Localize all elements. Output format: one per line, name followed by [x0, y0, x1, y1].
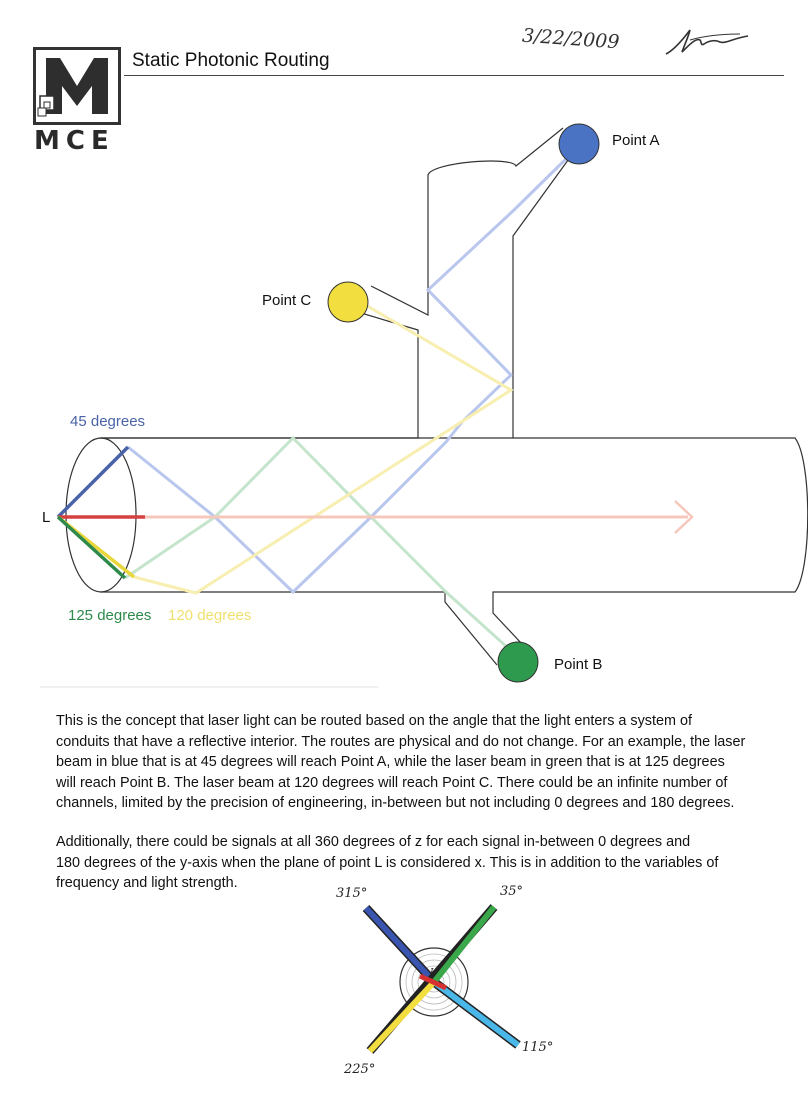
- point-a-label: Point A: [612, 132, 660, 149]
- beam-green: [58, 517, 125, 578]
- beam-path-yellow: [134, 300, 511, 593]
- point-b-label: Point B: [554, 656, 603, 673]
- source-label: L: [42, 509, 51, 526]
- source-beams: [58, 447, 145, 578]
- point-b-dot: [498, 642, 538, 682]
- text-line: beam in blue that is at 45 degrees will reach Point A, while the laser beam in green that is at 125 degrees: [56, 754, 725, 770]
- angle-label-315: 315°: [336, 886, 368, 901]
- arm-35: [434, 907, 494, 982]
- beam-paths: [125, 155, 692, 648]
- routing-diagram: [0, 100, 808, 700]
- beam-blue: [58, 447, 128, 517]
- beam-label-120: 120 degrees: [168, 607, 252, 624]
- angle-label-225: 225°: [344, 1062, 376, 1077]
- beam-path-blue: [128, 155, 570, 592]
- logo-text: MCE: [34, 126, 115, 156]
- beam-label-125: 125 degrees: [68, 607, 152, 624]
- conduit-outline: [100, 128, 808, 665]
- point-c-label: Point C: [262, 292, 312, 309]
- text-line: frequency and light strength.: [56, 875, 238, 891]
- point-c-dot: [328, 282, 368, 322]
- angle-center-label: L: [430, 968, 436, 978]
- header-rule: [124, 75, 784, 76]
- angle-label-35: 35°: [500, 884, 524, 899]
- arm-315: [366, 908, 434, 982]
- angle-label-115: 115°: [522, 1040, 554, 1055]
- text-line: will reach Point B. The laser beam at 120 degrees will reach Point C. There could be an infinite number of: [56, 774, 728, 791]
- explanation-paragraph-1: [56, 711, 808, 814]
- text-line: Additionally, there could be signals at all 360 degrees of z for each signal in-between 0 degrees and: [56, 834, 691, 850]
- angle-diagram: [320, 875, 580, 1100]
- handwritten-date: 3/22/2009: [521, 24, 621, 54]
- point-a-dot: [559, 124, 599, 164]
- signature: [660, 24, 760, 60]
- text-line: 180 degrees of the y-axis when the plane of point L is considered x. This is in addition to the variables of: [56, 854, 719, 871]
- text-line: conduits that have a reflective interior. The routes are physical and do not change. For an example, the laser: [56, 733, 746, 750]
- page-title: Static Photonic Routing: [132, 50, 330, 71]
- text-line: This is the concept that laser light can be routed based on the angle that the light enters a system of: [56, 713, 692, 729]
- text-line: channels, limited by the precision of engineering, in-between but not including 0 degrees and 180 degrees.: [56, 795, 735, 811]
- beam-label-45: 45 degrees: [70, 413, 146, 430]
